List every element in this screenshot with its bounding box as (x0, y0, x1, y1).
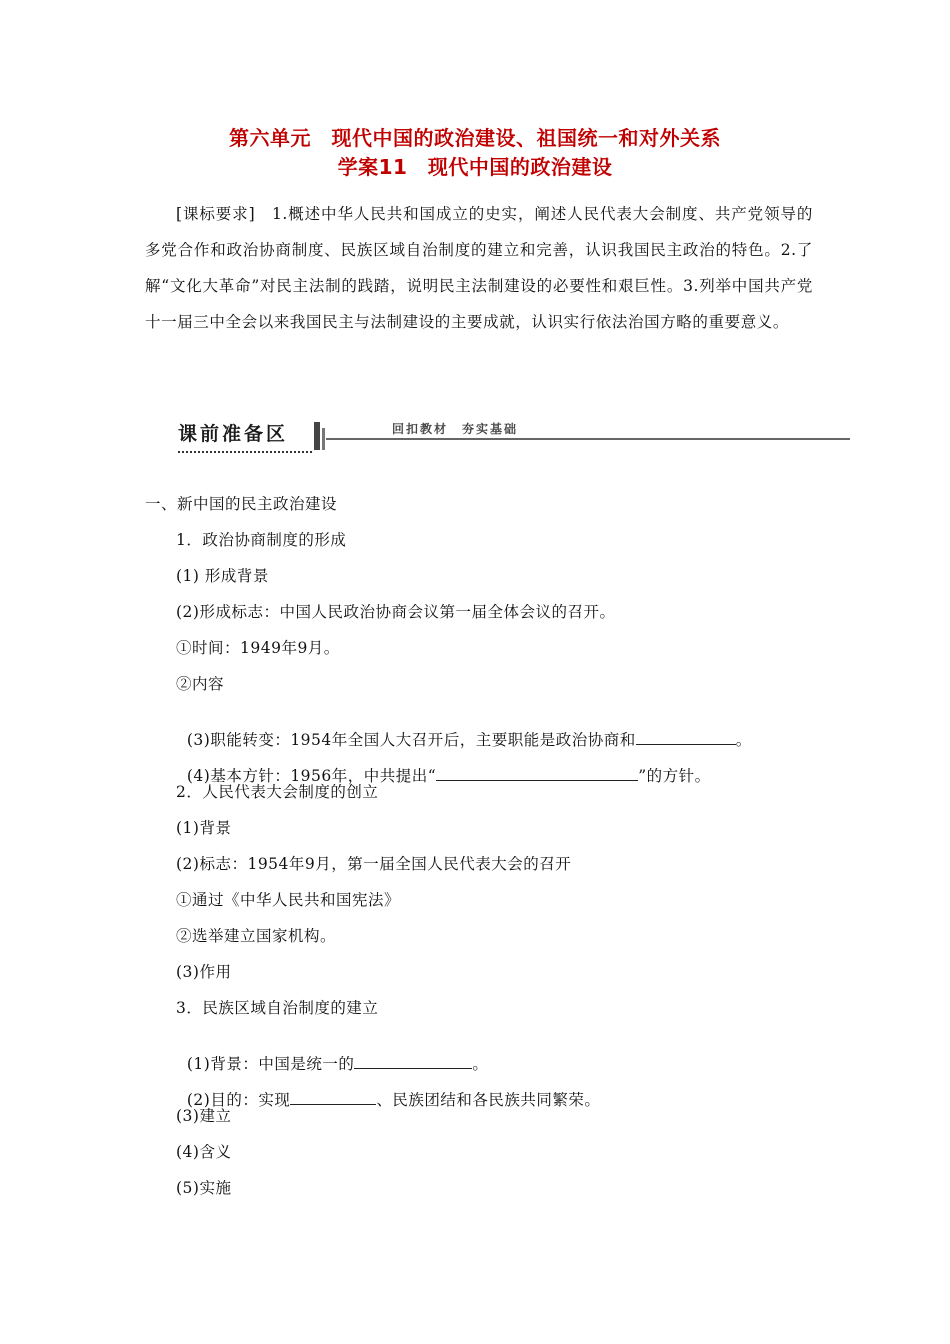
item-line: ②内容 (176, 675, 225, 693)
fill-in-line (176, 1070, 600, 1110)
answer-blank[interactable] (290, 1090, 376, 1105)
item-line: (3)作用 (176, 963, 232, 981)
item-line: (1)背景 (176, 819, 232, 837)
item-line: ①时间：1949年9月。 (176, 639, 340, 657)
subsection-heading: 2．人民代表大会制度的创立 (176, 783, 379, 801)
subsection-heading: 1．政治协商制度的形成 (176, 531, 347, 549)
banner-divider-bar (314, 422, 320, 450)
item-text: (2)目的：实现 (186, 1091, 291, 1109)
banner-title: 课前准备区 (178, 423, 289, 445)
section-banner (178, 418, 850, 454)
banner-divider-bar-thin (322, 428, 325, 450)
banner-rule (326, 438, 850, 440)
item-text: ”的方针。 (638, 767, 711, 785)
item-text: 、民族团结和各民族共同繁荣。 (376, 1091, 601, 1109)
item-text: (1)背景：中国是统一的 (186, 1055, 355, 1073)
answer-blank[interactable] (436, 766, 638, 781)
item-line: (2)形成标志：中国人民政治协商会议第一届全体会议的召开。 (176, 603, 616, 621)
item-text: (4)基本方针：1956年，中共提出“ (186, 767, 437, 785)
unit-title: 第六单元 现代中国的政治建设、祖国统一和对外关系 (229, 126, 721, 150)
banner-subtitle: 回扣教材 夯实基础 (392, 422, 519, 436)
lesson-title: 学案11 现代中国的政治建设 (337, 155, 613, 179)
subsection-heading: 3．民族区域自治制度的建立 (176, 999, 379, 1017)
item-text: (3)职能转变：1954年全国人大召开后，主要职能是政治协商和 (186, 731, 636, 749)
fill-in-line (176, 1034, 488, 1074)
fill-in-line (176, 710, 752, 750)
fill-in-line (176, 746, 711, 786)
item-text: 。 (735, 731, 752, 749)
item-line: (3)建立 (176, 1107, 232, 1125)
curriculum-requirements: [课标要求] 1.概述中华人民共和国成立的史实，阐述人民代表大会制度、共产党领导的多党合作和政治协商制度、民族区域自治制度的建立和完善，认识我国民主政治的特色。2.了解“文化大革命”对民主法制的践踏，说明民主法制建设的必要性和艰巨性。3.列举中国共产党十一届三中全会以来我国民主与法制建设的主要成就，认识实行依法治国方略的重要意义。 (145, 205, 813, 331)
item-line: (2)标志：1954年9月，第一届全国人民代表大会的召开 (176, 855, 572, 873)
answer-blank[interactable] (636, 730, 736, 745)
item-line: (5)实施 (176, 1179, 232, 1197)
banner-dotted-underline (178, 451, 312, 453)
section-heading: 一、新中国的民主政治建设 (145, 495, 338, 513)
item-text: 。 (472, 1055, 489, 1073)
item-line: ②选举建立国家机构。 (176, 927, 337, 945)
item-line: ①通过《中华人民共和国宪法》 (176, 891, 401, 909)
answer-blank[interactable] (354, 1054, 472, 1069)
item-line: (1) 形成背景 (176, 567, 269, 585)
item-line: (4)含义 (176, 1143, 232, 1161)
